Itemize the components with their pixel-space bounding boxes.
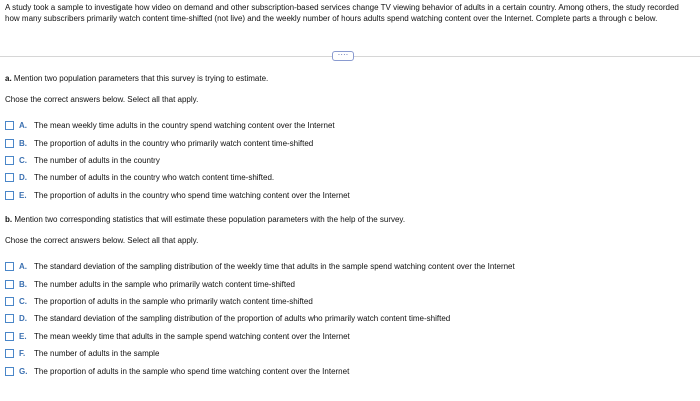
checkbox[interactable] [5,191,14,200]
part-b-option-e[interactable] [5,328,515,345]
option-text: The proportion of adults in the sample who spend time watching content over the Internet [34,366,350,376]
part-a-prompt [5,74,268,84]
checkbox[interactable] [5,262,14,271]
option-text: The number of adults in the country [34,155,160,165]
option-letter: E. [19,190,27,200]
option-text: The mean weekly time adults in the country spend watching content over the Internet [34,121,335,131]
checkbox[interactable] [5,139,14,148]
part-a-prompt-text: Mention two population parameters that this survey is trying to estimate. [13,74,269,83]
option-text: The number of adults in the country who watch content time-shifted. [34,173,275,183]
checkbox[interactable] [5,156,14,165]
option-letter: G. [19,366,28,376]
part-b-option-a[interactable] [5,258,515,275]
option-letter: E. [19,331,27,341]
part-a-options [5,117,350,204]
checkbox[interactable] [5,314,14,323]
part-a-option-c[interactable] [5,152,350,169]
checkbox[interactable] [5,297,14,306]
part-b-option-c[interactable] [5,293,515,310]
part-a-option-b[interactable] [5,134,350,151]
option-letter: A. [19,262,27,272]
option-letter: C. [19,155,27,165]
part-b-option-g[interactable] [5,362,515,379]
option-text: The proportion of adults in the sample who primarily watch content time-shifted [34,296,313,306]
part-b-prompt [5,215,405,225]
option-letter: A. [19,121,27,131]
part-a-instruction: Chose the correct answers below. Select all that apply. [5,95,199,104]
part-a-option-e[interactable] [5,187,350,204]
option-letter: F. [19,349,26,359]
option-letter: B. [19,138,27,148]
checkbox[interactable] [5,121,14,130]
option-letter: D. [19,314,27,324]
option-text: The proportion of adults in the country who primarily watch content time-shifted [34,138,314,148]
part-a-option-d[interactable] [5,169,350,186]
question-intro: A study took a sample to investigate how video on demand and other subscription-based services change TV viewing behavior of adults in a certain country. Among others, the study recorded how many subscribers primarily watch content time-shifted (not live) and the weekly number of hours adults spend watching content over the Internet. Complete parts a through c below. [5,3,679,23]
part-b-options [5,258,515,380]
option-text: The standard deviation of the sampling distribution of the proportion of adults who primarily watch content time-shifted [34,314,451,324]
option-letter: B. [19,279,27,289]
expand-more-button[interactable]: ···· [332,51,354,61]
part-a-option-a[interactable] [5,117,350,134]
part-a-label: a. [5,74,12,83]
checkbox[interactable] [5,349,14,358]
option-text: The mean weekly time that adults in the sample spend watching content over the Internet [34,331,350,341]
checkbox[interactable] [5,173,14,182]
option-letter: C. [19,296,27,306]
part-b-label: b. [5,215,13,224]
part-b-option-f[interactable] [5,345,515,362]
checkbox[interactable] [5,280,14,289]
part-b-instruction: Chose the correct answers below. Select all that apply. [5,236,199,245]
option-text: The standard deviation of the sampling distribution of the weekly time that adults in the sample spend watching content over the Internet [34,262,515,272]
checkbox[interactable] [5,332,14,341]
part-b-option-d[interactable] [5,310,515,327]
option-text: The number of adults in the sample [34,349,160,359]
option-letter: D. [19,173,27,183]
part-b-option-b[interactable] [5,275,515,292]
checkbox[interactable] [5,367,14,376]
part-b-prompt-text: Mention two corresponding statistics that will estimate these population parameters with the help of the survey. [14,215,406,224]
option-text: The number adults in the sample who primarily watch content time-shifted [34,279,296,289]
option-text: The proportion of adults in the country who spend time watching content over the Internet [34,190,350,200]
